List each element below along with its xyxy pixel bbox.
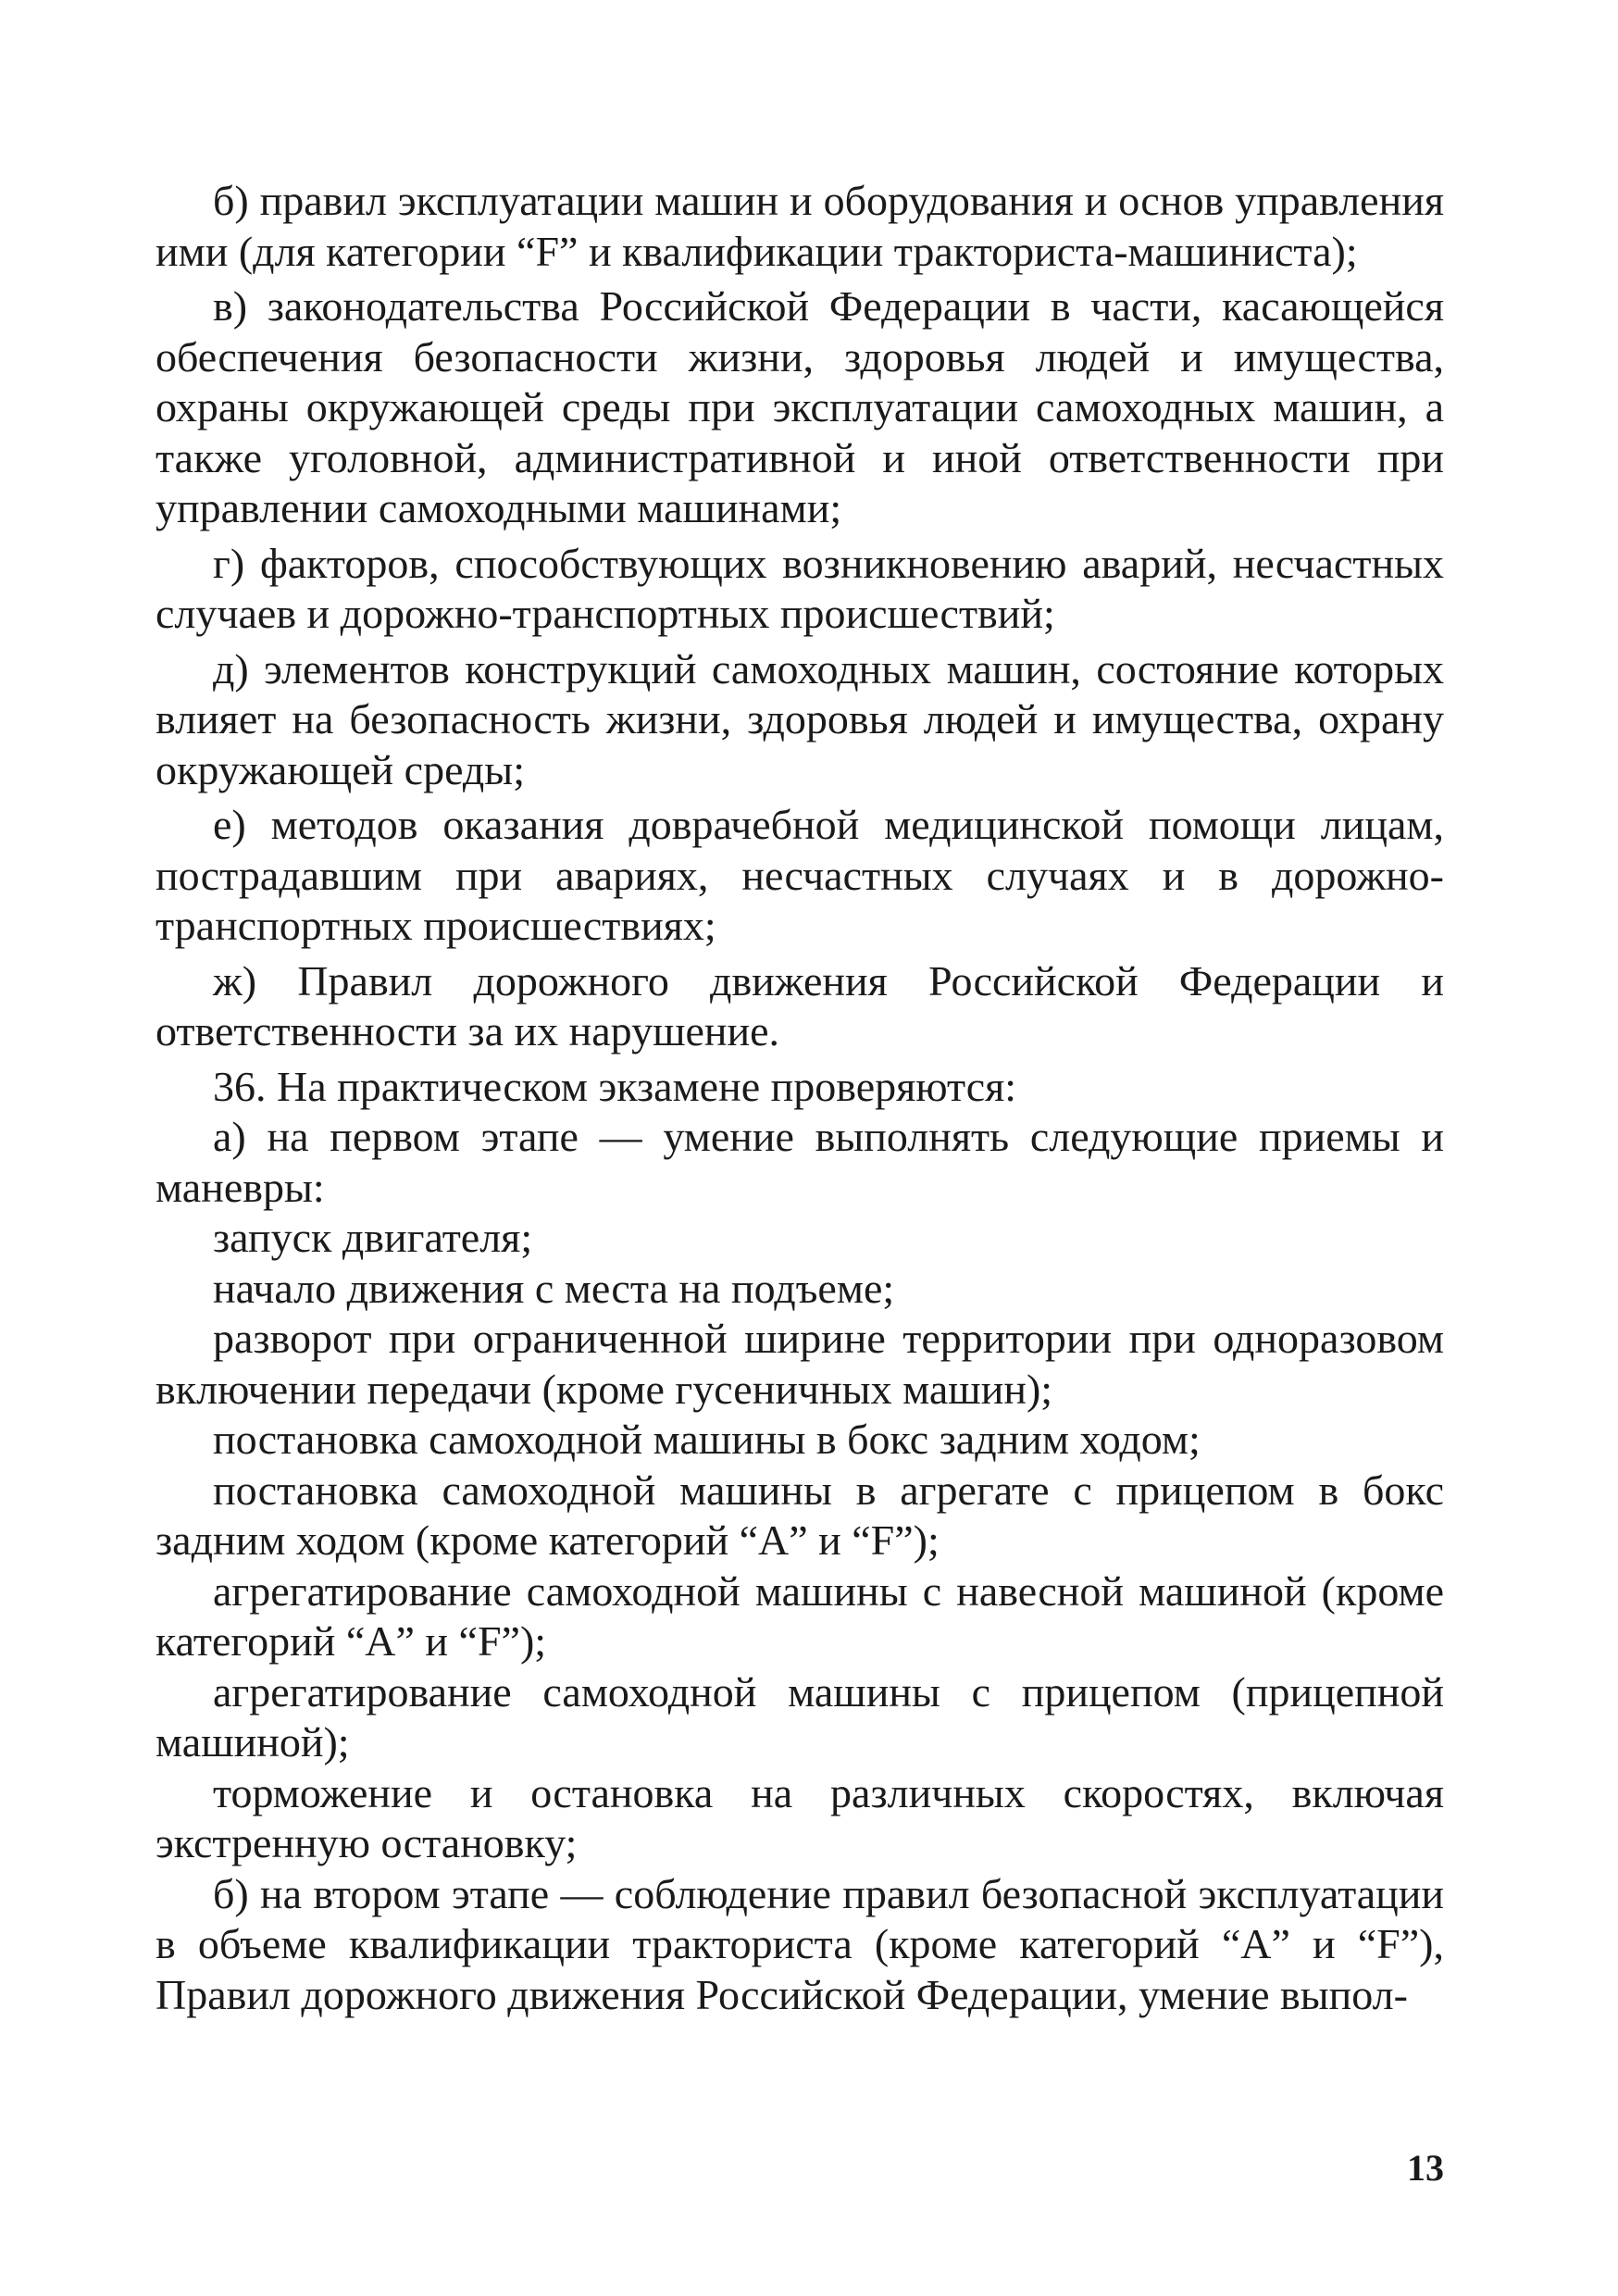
paragraph-36-practical-exam: 36. На практическом экзамене проверяются: xyxy=(213,1062,1017,1110)
body-text xyxy=(156,176,1444,2020)
paragraph-b-second-stage: б) на втором этапе — соблюдение правил безопасной эксплуатации в объеме квалификации тракториста (кроме категорий “А” и “F”), Правил дорожного движения Российской Федерации, умение выпол- xyxy=(156,1869,1444,2018)
list-item-hill-start: начало движения с места на подъеме; xyxy=(213,1264,895,1312)
paragraph-e-first-aid: е) методов оказания доврачебной медицинской помощи лицам, пострадавшим при авариях, несчастных случаях и в дорожно-транспортных происшествиях; xyxy=(156,801,1444,949)
list-item-engine-start: запуск двигателя; xyxy=(213,1214,533,1261)
list-item-trailer-coupling: агрегатирование самоходной машины с прицепом (прицепной машиной); xyxy=(156,1667,1444,1766)
paragraph-zh-traffic-rules: ж) Правил дорожного движения Российской Федерации и ответственности за их нарушение. xyxy=(156,956,1444,1054)
paragraph-b-rules-operation: б) правил эксплуатации машин и оборудования и основ управления ими (для категории “F” и квалификации тракториста-машиниста); xyxy=(156,177,1444,275)
list-item-braking: торможение и остановка на различных скоростях, включая экстренную остановку; xyxy=(156,1768,1444,1866)
paragraph-g-accident-factors: г) факторов, способствующих возникновению аварий, несчастных случаев и дорожно-транспортных происшествий; xyxy=(156,539,1444,637)
list-item-box-reverse: постановка самоходной машины в бокс задним ходом; xyxy=(213,1416,1201,1463)
paragraph-a-first-stage: а) на первом этапе — умение выполнять следующие приемы и маневры: xyxy=(156,1113,1444,1211)
list-item-u-turn: разворот при ограниченной ширине территории при одноразовом включении передачи (кроме гусеничных машин); xyxy=(156,1315,1444,1413)
paragraph-d-construction-elements: д) элементов конструкций самоходных машин, состояние которых влияет на безопасность жизни, здоровья людей и имущества, охрану окружающей среды; xyxy=(156,644,1444,793)
paragraph-v-legislation: в) законодательства Российской Федерации в части, касающейся обеспечения безопасности жизни, здоровья людей и имущества, охраны окружающей среды при эксплуатации самоходных машин, а также уголовной, административной и иной ответственности при управлении самоходными машинами; xyxy=(156,282,1444,531)
list-item-box-reverse-trailer: постановка самоходной машины в агрегате с прицепом в бокс задним ходом (кроме категорий “А” и “F”); xyxy=(156,1466,1444,1564)
list-item-mounted-machine: агрегатирование самоходной машины с навесной машиной (кроме категорий “А” и “F”); xyxy=(156,1566,1444,1665)
page-number: 13 xyxy=(1407,2147,1444,2189)
